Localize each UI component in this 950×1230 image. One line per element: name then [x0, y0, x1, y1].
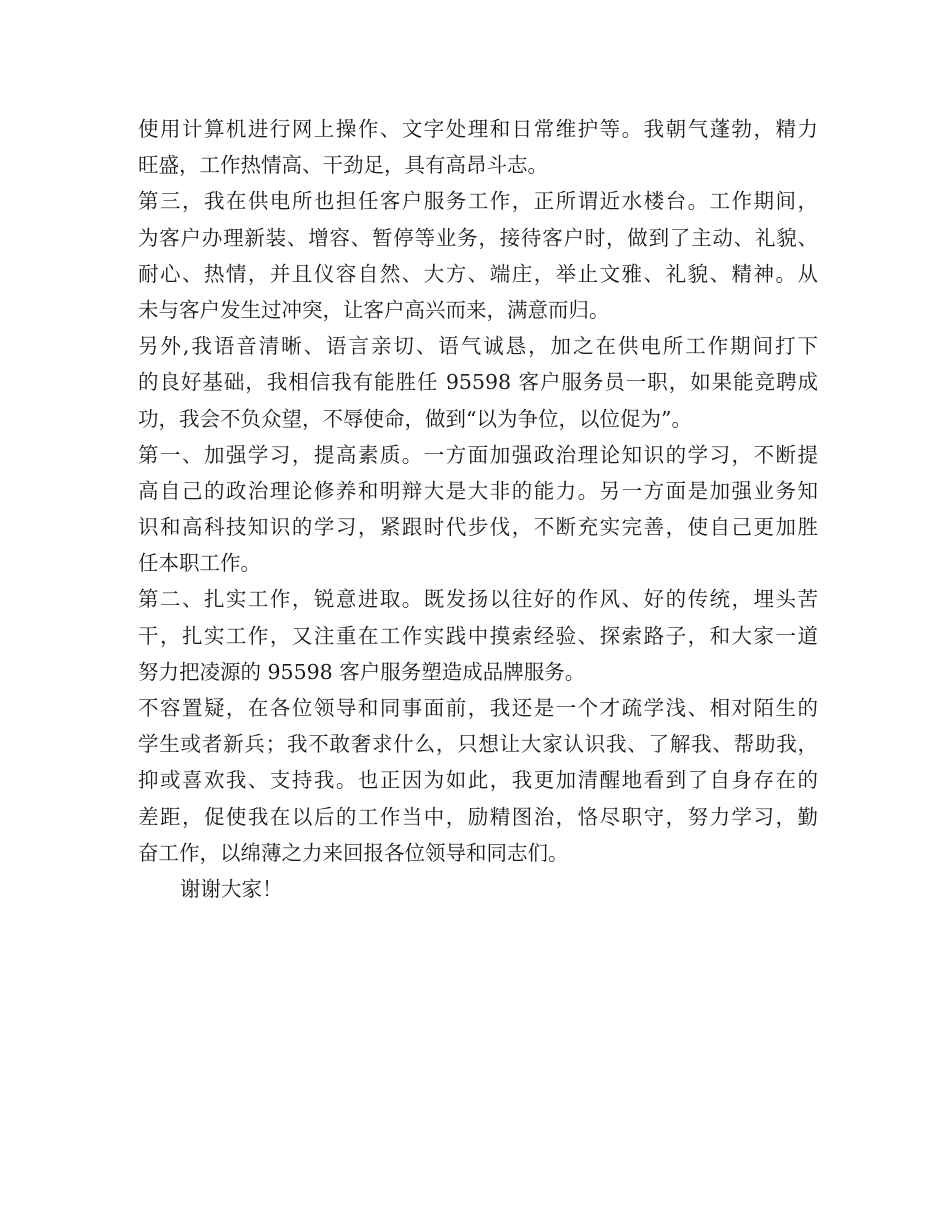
- body-line: 的良好基础，我相信我有能胜任 95598 客户服务员一职，如果能竞聘成: [138, 370, 818, 395]
- body-line: 差距，促使我在以后的工作当中，励精图治，恪尽职守，努力学习，勤: [138, 804, 818, 829]
- body-line: 不容置疑，在各位领导和同事面前，我还是一个才疏学浅、相对陌生的: [138, 696, 818, 720]
- body-line: 为客户办理新装、增容、暂停等业务，接待客户时，做到了主动、礼貌、: [138, 225, 818, 250]
- document-body: [138, 111, 818, 907]
- body-line: 任本职工作。: [138, 551, 261, 576]
- body-line: 学生或者新兵；我不敢奢求什么，只想让大家认识我、了解我、帮助我，: [138, 732, 818, 757]
- body-line: 功，我会不负众望，不辱使命，做到“以为争位，以位促为”。: [138, 406, 692, 431]
- body-line: 识和高科技知识的学习，紧跟时代步伐，不断充实完善，使自己更加胜: [138, 515, 818, 540]
- body-line: 旺盛，工作热情高、干劲足，具有高昂斗志。: [138, 153, 548, 178]
- body-line: 干，扎实工作，又注重在工作实践中摸索经验、探索路子，和大家一道: [138, 623, 818, 648]
- body-line: 未与客户发生过冲突，让客户高兴而来，满意而归。: [138, 297, 610, 322]
- body-line: 努力把凌源的 95598 客户服务塑造成品牌服务。: [138, 659, 586, 684]
- closing-line: 谢谢大家！: [180, 876, 283, 901]
- body-line: 抑或喜欢我、支持我。也正因为如此，我更加清醒地看到了自身存在的: [138, 768, 818, 793]
- body-line: 使用计算机进行网上操作、文字处理和日常维护等。我朝气蓬勃，精力: [138, 117, 818, 141]
- body-line: 第一、加强学习，提高素质。一方面加强政治理论知识的学习，不断提: [138, 442, 818, 467]
- body-line: 高自己的政治理论修养和明辩大是大非的能力。另一方面是加强业务知: [138, 478, 818, 503]
- body-line: 另外,我语音清晰、语言亲切、语气诚恳，加之在供电所工作期间打下: [138, 334, 818, 359]
- body-line: 第三，我在供电所也担任客户服务工作，正所谓近水楼台。工作期间，: [138, 189, 818, 214]
- body-line: 耐心、热情，并且仪容自然、大方、端庄，举止文雅、礼貌、精神。从: [138, 261, 818, 286]
- body-line: 第二、扎实工作，锐意进取。既发扬以往好的作风、好的传统，埋头苦: [138, 587, 818, 612]
- body-line: 奋工作，以绵薄之力来回报各位领导和同志们。: [138, 840, 569, 865]
